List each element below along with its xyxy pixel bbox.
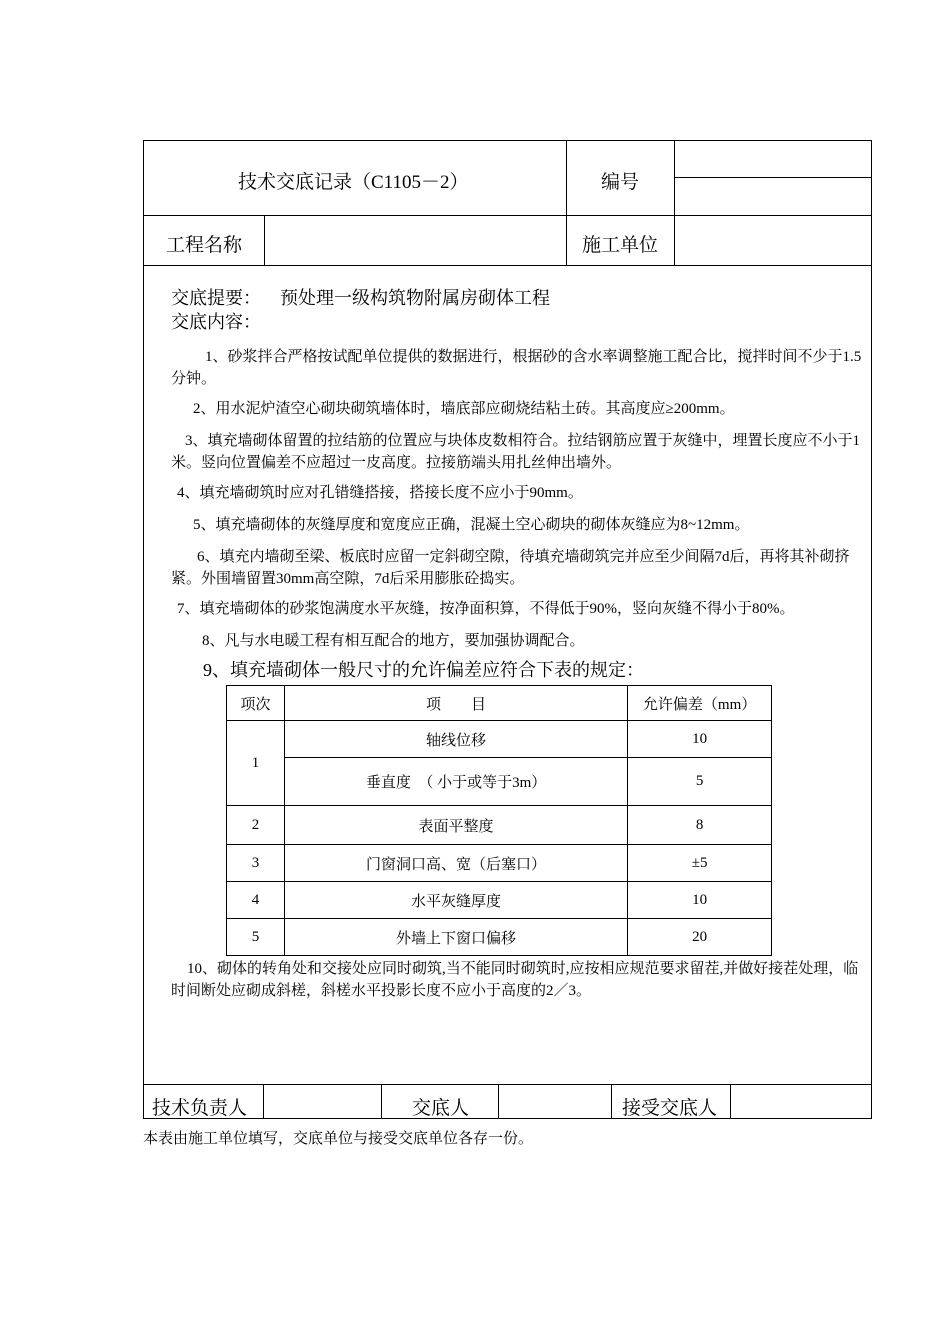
row-item: 水平灰缝厚度	[284, 882, 627, 919]
row-item: 轴线位移	[284, 721, 627, 758]
number-label: 编号	[601, 172, 640, 193]
summary-line	[171, 286, 866, 310]
row-item: 门窗洞口高、宽（后塞口）	[284, 845, 627, 882]
row-value: 5	[628, 758, 772, 806]
row-no: 2	[227, 806, 285, 845]
table-row	[227, 919, 772, 956]
receiver-label: 接受交底人	[622, 1098, 718, 1119]
item-3: 3、填充墙砌体留置的拉结筋的位置应与块体皮数相符合。拉结钢筋应置于灰缝中，埋置长度应不小于1米。竖向位置偏差不应超过一皮高度。拉接筋端头用扎丝伸出墙外。	[171, 433, 861, 471]
item-4: 4、填充墙砌筑时应对孔错缝搭接，搭接长度不应小于90mm。	[177, 485, 583, 501]
project-name-label: 工程名称	[166, 235, 243, 256]
summary-text: 预处理一级构筑物附属房砌体工程	[280, 288, 550, 308]
item-1: 1、砂浆拌合严格按试配单位提供的数据进行，根据砂的含水率调整施工配合比，搅拌时间不少于1.5分钟。	[171, 349, 862, 387]
row-no: 5	[227, 919, 285, 956]
summary-label: 交底提要：	[171, 288, 261, 308]
tech-lead-label: 技术负责人	[152, 1098, 248, 1119]
table-row	[227, 882, 772, 919]
item-10: 10、砌体的转角处和交接处应同时砌筑,当不能同时砌筑时,应按相应规范要求留茬,并做好接茬处理，临时间断处应砌成斜槎，斜槎水平投影长度不应小于高度的2／3。	[171, 961, 859, 999]
rule-header-v1	[566, 140, 567, 265]
table-row	[227, 845, 772, 882]
row-item: 表面平整度	[284, 806, 627, 845]
item-2: 2、用水泥炉渣空心砌块砌筑墙体时，墙底部应砌烧结粘土砖。其高度应≥200mm。	[193, 401, 735, 417]
row-no: 4	[227, 882, 285, 919]
row-value: ±5	[628, 845, 772, 882]
table-row	[227, 721, 772, 758]
tolerance-table	[226, 685, 772, 956]
rule-project-v	[264, 215, 265, 265]
table-row	[227, 758, 772, 806]
row-item: 外墙上下窗口偏移	[284, 919, 627, 956]
item-7: 7、填充墙砌体的砂浆饱满度水平灰缝，按净面积算，不得低于90%，竖向灰缝不得小于80%。	[177, 601, 795, 617]
header-no: 项次	[227, 686, 285, 721]
header-tolerance: 允许偏差（mm）	[628, 686, 772, 721]
item-5: 5、填充墙砌体的灰缝厚度和宽度应正确，混凝土空心砌块的砌体灰缝应为8~12mm。	[193, 517, 750, 533]
rule-header-v2	[674, 140, 675, 265]
rule-project-bottom	[143, 265, 872, 266]
table-row	[227, 806, 772, 845]
row-value: 10	[628, 721, 772, 758]
row-item: 垂直度 （ 小于或等于3m）	[284, 758, 627, 806]
rule-signature-top	[143, 1084, 872, 1085]
footer-note: 本表由施工单位填写，交底单位与接受交底单位各存一份。	[143, 1131, 534, 1147]
rule-header-bottom	[143, 215, 872, 216]
rule-number-split	[674, 177, 872, 178]
form-title: 技术交底记录（C1105－2）	[238, 172, 469, 193]
rule-sign-v4	[611, 1084, 612, 1119]
rule-sign-v5	[730, 1084, 731, 1119]
item-8: 8、凡与水电暖工程有相互配合的地方，要加强协调配合。	[202, 633, 585, 649]
item-6: 6、填充内墙砌至梁、板底时应留一定斜砌空隙，待填充墙砌筑完并应至少间隔7d后，再将其补砌挤紧。外围墙留置30mm高空隙，7d后采用膨胀砼捣实。	[171, 549, 850, 587]
row-no: 1	[227, 721, 285, 806]
rule-sign-v1	[263, 1084, 264, 1119]
disclosure-content	[171, 286, 866, 682]
presenter-label: 交底人	[412, 1098, 470, 1119]
row-value: 10	[628, 882, 772, 919]
header-item: 项 目	[284, 686, 627, 721]
rule-sign-v3	[498, 1084, 499, 1119]
row-value: 20	[628, 919, 772, 956]
row-no: 3	[227, 845, 285, 882]
table-header-row	[227, 686, 772, 721]
row-value: 8	[628, 806, 772, 845]
item-9: 9、填充墙砌体一般尺寸的允许偏差应符合下表的规定：	[203, 660, 644, 680]
content-label: 交底内容：	[171, 312, 261, 332]
rule-sign-v2	[381, 1084, 382, 1119]
construction-unit-label: 施工单位	[582, 235, 659, 256]
